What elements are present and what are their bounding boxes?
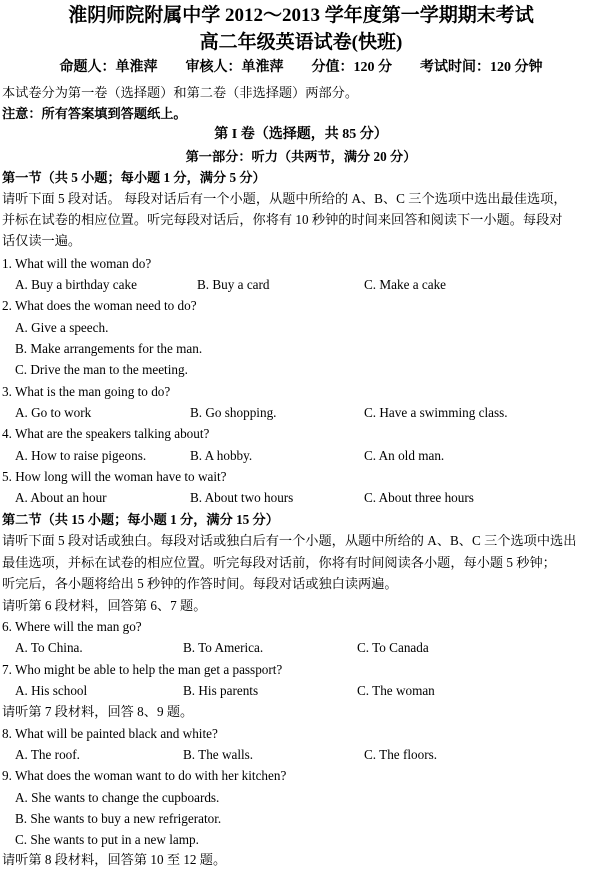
option-c: C. Drive the man to the meeting. <box>15 362 188 377</box>
material-note: 请听第 8 段材料，回答第 10 至 12 题。 <box>2 852 227 867</box>
question-stem: 3. What is the man going to do? <box>2 384 171 399</box>
section2-instruction: 听完后，各小题将给出 5 秒钟的作答时间。每段对话或独白读两遍。 <box>2 576 398 591</box>
exam-subtitle: 高二年级英语试卷(快班) <box>199 32 403 53</box>
question-stem: 9. What does the woman want to do with her kitchen? <box>2 768 287 783</box>
intro-line: 本试卷分为第一卷（选择题）和第二卷（非选择题）两部分。 <box>2 85 359 100</box>
option-b: B. His parents <box>183 683 259 698</box>
question-stem: 1. What will the woman do? <box>2 256 152 271</box>
option-a: A. Give a speech. <box>15 320 109 335</box>
question-stem: 7. Who might be able to help the man get a passport? <box>2 662 283 677</box>
section1-title: 第一节（共 5 小题；每小题 1 分，满分 5 分） <box>2 170 266 185</box>
exam-meta: 命题人：单淮萍 审核人：单淮萍 分值：120 分 考试时间：120 分钟 <box>59 60 543 75</box>
option-a: A. How to raise pigeons. <box>15 448 147 463</box>
option-c: C. An old man. <box>364 448 445 463</box>
section2-instruction: 最佳选项，并标在试卷的相应位置。听完每段对话前，你将有时间阅读各小题，每小题 5 秒钟； <box>2 555 556 570</box>
section1-instruction: 话仅读一遍。 <box>2 233 82 248</box>
option-b: B. The walls. <box>183 747 254 762</box>
option-a: A. The roof. <box>15 747 80 762</box>
question-stem: 2. What does the woman need to do? <box>2 298 197 313</box>
option-b: B. To America. <box>183 640 264 655</box>
option-b: B. She wants to buy a new refrigerator. <box>15 811 222 826</box>
question-stem: 5. How long will the woman have to wait? <box>2 469 227 484</box>
option-c: C. The woman <box>357 683 435 698</box>
option-a: A. Buy a birthday cake <box>15 277 137 292</box>
section2-title: 第二节（共 15 小题；每小题 1 分，满分 15 分） <box>2 512 279 527</box>
option-c: C. To Canada <box>357 640 429 655</box>
option-c: C. Make a cake <box>364 277 447 292</box>
section1-instruction: 并标在试卷的相应位置。听完每段对话后，你将有 10 秒钟的时间来回答和阅读下一小题。每段对 <box>2 212 563 227</box>
volume-title: 第 I 卷（选择题，共 85 分） <box>214 127 388 142</box>
option-c: C. She wants to put in a new lamp. <box>15 832 199 847</box>
part-title: 第一部分：听力（共两节，满分 20 分） <box>185 149 417 164</box>
option-c: C. Have a swimming class. <box>364 405 508 420</box>
option-b: B. Buy a card <box>197 277 270 292</box>
option-c: C. The floors. <box>364 747 438 762</box>
option-c: C. About three hours <box>364 490 474 505</box>
material-note: 请听第 6 段材料，回答第 6、7 题。 <box>2 598 207 613</box>
option-a: A. His school <box>15 683 88 698</box>
section2-instruction: 请听下面 5 段对话或独白。每段对话或独白后有一个小题，从题中所给的 A、B、C 三个选项中选出 <box>2 533 577 548</box>
option-a: A. Go to work <box>15 405 92 420</box>
option-b: B. A hobby. <box>190 448 253 463</box>
question-stem: 4. What are the speakers talking about? <box>2 426 210 441</box>
option-a: A. She wants to change the cupboards. <box>15 790 220 805</box>
option-b: B. About two hours <box>190 490 294 505</box>
notice-line: 注意：所有答案填到答题纸上。 <box>2 106 187 121</box>
question-stem: 6. Where will the man go? <box>2 619 142 634</box>
option-b: B. Go shopping. <box>190 405 277 420</box>
material-note: 请听第 7 段材料，回答 8、9 题。 <box>2 704 194 719</box>
exam-title: 淮阴师院附属中学 2012～2013 学年度第一学期期末考试 <box>68 5 534 26</box>
option-b: B. Make arrangements for the man. <box>15 341 203 356</box>
option-a: A. To China. <box>15 640 83 655</box>
option-a: A. About an hour <box>15 490 107 505</box>
section1-instruction: 请听下面 5 段对话。 每段对话后有一个小题，从题中所给的 A、B、C 三个选项中选出最佳选项， <box>2 191 567 206</box>
question-stem: 8. What will be painted black and white? <box>2 726 218 741</box>
